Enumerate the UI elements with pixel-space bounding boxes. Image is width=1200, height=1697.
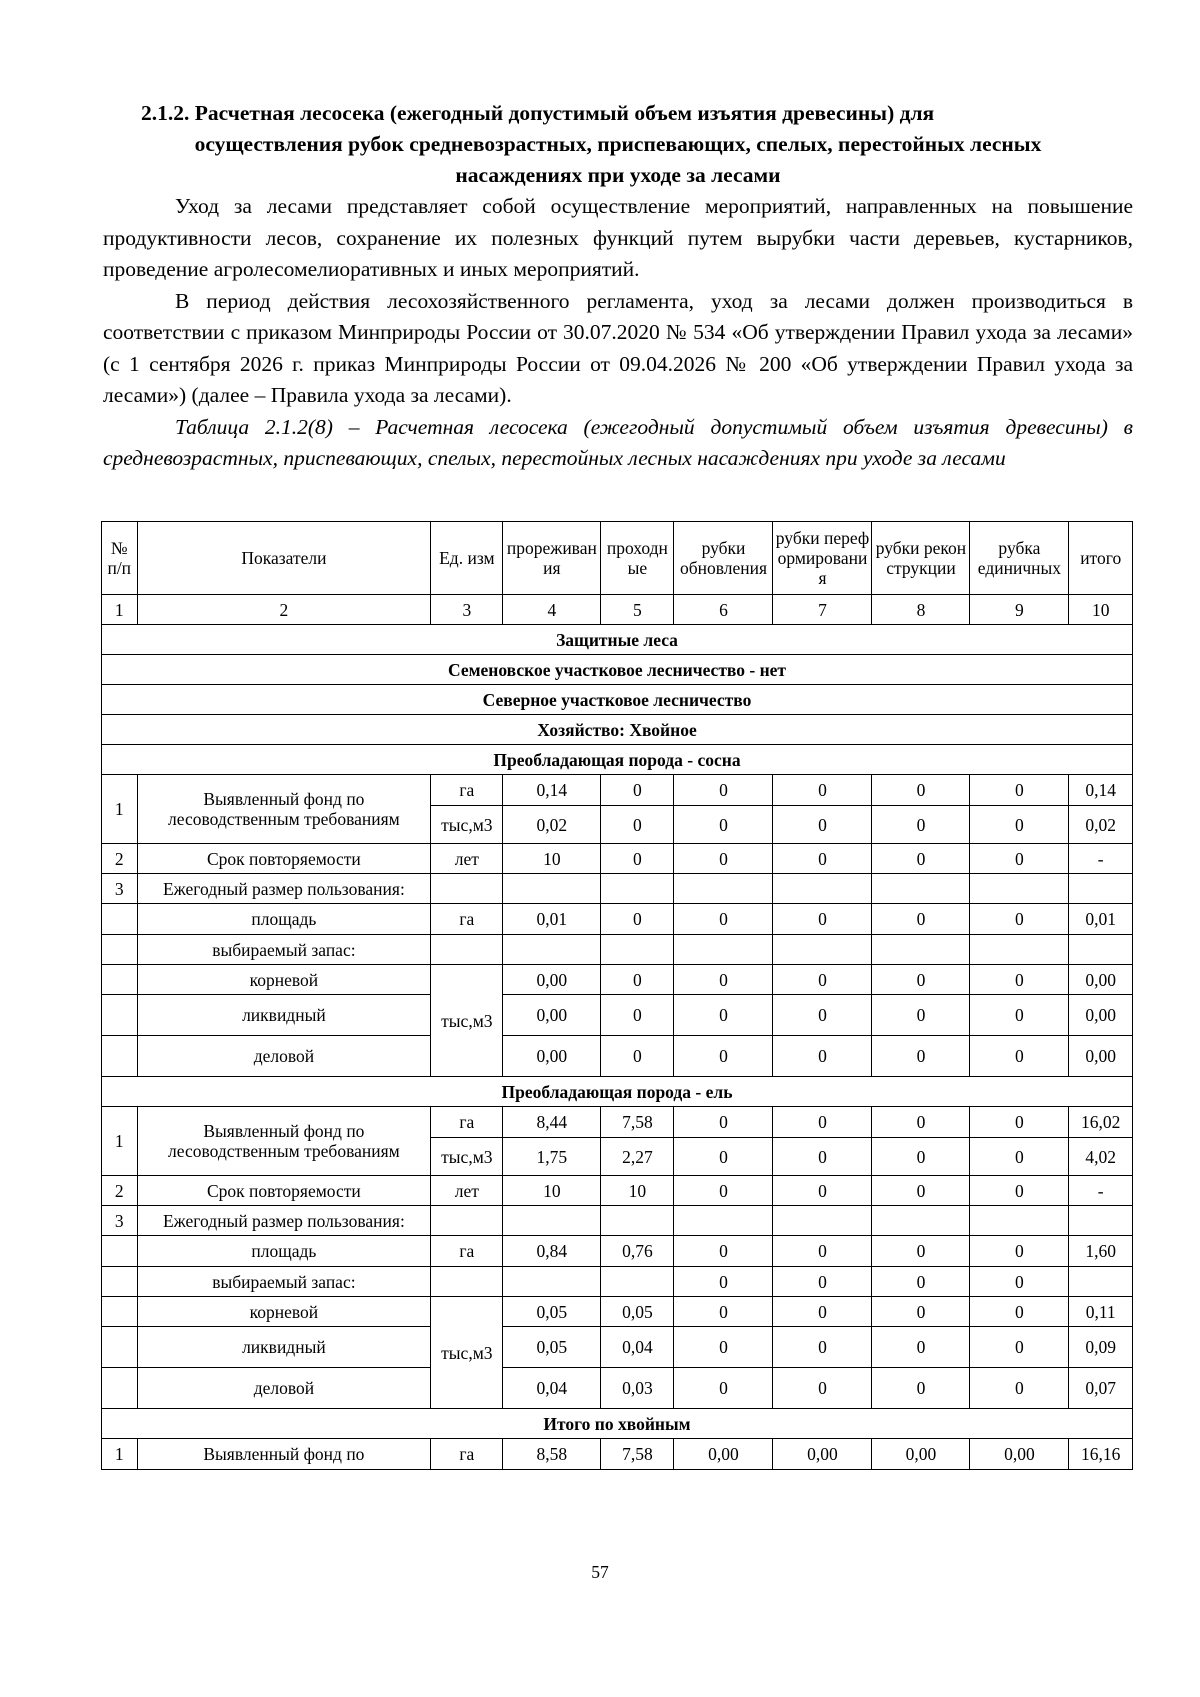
colnum: 3 [431, 595, 503, 625]
table-row [102, 874, 1133, 904]
value-cell [503, 1267, 601, 1297]
value-cell: 7,58 [601, 1107, 674, 1138]
value-cell: 0 [674, 965, 773, 995]
table-row [102, 1439, 1133, 1470]
value-cell: 0 [872, 844, 970, 874]
value-cell: 0 [601, 775, 674, 806]
value-cell: 16,16 [1069, 1439, 1133, 1470]
unit-cell: га [431, 775, 503, 806]
header-reformation: рубки переформирования [773, 522, 872, 595]
value-cell: 7,58 [601, 1439, 674, 1470]
header-total: итого [1069, 522, 1133, 595]
value-cell: 0 [773, 1107, 872, 1138]
value-cell: 0 [872, 1107, 970, 1138]
value-cell: 0 [674, 806, 773, 844]
value-cell: 0 [674, 904, 773, 935]
value-cell: 0,76 [601, 1236, 674, 1267]
value-cell: 0 [970, 1138, 1069, 1176]
label-root: корневой [137, 1297, 431, 1327]
value-cell: 0 [773, 1176, 872, 1206]
heading-line-3: насаждениях при уходе за лесами [455, 163, 781, 187]
label-fund-short: Выявленный фонд по [137, 1439, 431, 1470]
section-farm: Хозяйство: Хвойное [102, 715, 1133, 745]
value-cell: 0 [872, 1267, 970, 1297]
unit-cell: тыс,м3 [431, 806, 503, 844]
table-row [102, 1036, 1133, 1077]
value-cell: 0 [773, 844, 872, 874]
value-cell: 4,02 [1069, 1138, 1133, 1176]
value-cell: 8,58 [503, 1439, 601, 1470]
value-cell: 0 [970, 965, 1069, 995]
value-cell: 0 [970, 1176, 1069, 1206]
value-cell: 16,02 [1069, 1107, 1133, 1138]
value-cell: 0,04 [503, 1368, 601, 1409]
label-business: деловой [137, 1036, 431, 1077]
value-cell: 0 [601, 1036, 674, 1077]
value-cell: 1,60 [1069, 1236, 1133, 1267]
label-period: Срок повторяемости [137, 1176, 431, 1206]
colnum: 6 [674, 595, 773, 625]
header-renewal: рубки обновления [674, 522, 773, 595]
value-cell: 0,00 [503, 965, 601, 995]
value-cell: 10 [503, 844, 601, 874]
label-annual: Ежегодный размер пользования: [137, 1206, 431, 1236]
header-indicators: Показатели [137, 522, 431, 595]
table-row [102, 1368, 1133, 1409]
colnum: 1 [102, 595, 138, 625]
value-cell: 0,02 [1069, 806, 1133, 844]
heading-line-1: 2.1.2. Расчетная лесосека (ежегодный допустимый объем изъятия древесины) для [141, 101, 935, 125]
colnum: 4 [503, 595, 601, 625]
value-cell: 0 [872, 995, 970, 1036]
table-row [102, 1107, 1133, 1138]
label-fund: Выявленный фонд по лесоводственным требованиям [137, 1107, 431, 1176]
label-root: корневой [137, 965, 431, 995]
colnum: 8 [872, 595, 970, 625]
table-row [102, 965, 1133, 995]
label-liquid: ликвидный [137, 1327, 431, 1368]
value-cell: 0,04 [601, 1327, 674, 1368]
value-cell: 0,05 [503, 1327, 601, 1368]
table-row [102, 1236, 1133, 1267]
value-cell: 0,00 [970, 1439, 1069, 1470]
unit-cell: га [431, 1236, 503, 1267]
unit-cell: лет [431, 844, 503, 874]
value-cell: 0,00 [503, 995, 601, 1036]
value-cell: 0,00 [1069, 1036, 1133, 1077]
value-cell: 0,05 [503, 1297, 601, 1327]
row-num: 3 [102, 874, 138, 904]
value-cell: 0 [674, 1368, 773, 1409]
value-cell: 2,27 [601, 1138, 674, 1176]
value-cell: 0 [773, 806, 872, 844]
value-cell: 0 [970, 806, 1069, 844]
heading-line-2: осуществления рубок средневозрастных, приспевающих, спелых, перестойных лесных [194, 132, 1042, 156]
header-passing: проходные [601, 522, 674, 595]
table-row [102, 1267, 1133, 1297]
unit-cell: тыс,м3 [431, 1297, 503, 1409]
value-cell: 0 [872, 1176, 970, 1206]
row-num: 1 [102, 1439, 138, 1470]
value-cell: 0 [674, 775, 773, 806]
page-body [103, 98, 1133, 474]
value-cell: 0 [872, 1036, 970, 1077]
colnum: 10 [1069, 595, 1133, 625]
value-cell: 1,75 [503, 1138, 601, 1176]
value-cell: 0 [970, 775, 1069, 806]
table-row [102, 775, 1133, 806]
value-cell: 0 [872, 1236, 970, 1267]
table-row [102, 1176, 1133, 1206]
value-cell: 0,11 [1069, 1297, 1133, 1327]
paragraph-care: Уход за лесами представляет собой осуществление мероприятий, направленных на повышение продуктивности лесов, сохранение их полезных функций путем вырубки части деревьев, кустарников, проведение агролесомелиоративных и иных мероприятий. [103, 194, 1133, 281]
table-row [102, 1327, 1133, 1368]
colnum: 5 [601, 595, 674, 625]
value-cell: 0 [674, 1297, 773, 1327]
value-cell: 0 [674, 1176, 773, 1206]
label-annual: Ежегодный размер пользования: [137, 874, 431, 904]
value-cell: 0 [970, 904, 1069, 935]
value-cell: 0 [970, 1107, 1069, 1138]
row-num: 1 [102, 1107, 138, 1176]
unit-cell: га [431, 1439, 503, 1470]
value-cell: 0 [601, 904, 674, 935]
value-cell: 0,02 [503, 806, 601, 844]
section-total-conifer: Итого по хвойным [102, 1409, 1133, 1439]
section-protective: Защитные леса [102, 625, 1133, 655]
section-row [102, 1077, 1133, 1107]
section-row [102, 655, 1133, 685]
value-cell: 0,03 [601, 1368, 674, 1409]
value-cell: 0 [601, 995, 674, 1036]
value-cell: 0 [872, 806, 970, 844]
section-row [102, 625, 1133, 655]
row-num: 2 [102, 1176, 138, 1206]
value-cell: 0 [970, 844, 1069, 874]
colnum: 7 [773, 595, 872, 625]
header-num: № п/п [102, 522, 138, 595]
value-cell: 0 [773, 965, 872, 995]
value-cell: 0,14 [1069, 775, 1133, 806]
value-cell: 0 [970, 995, 1069, 1036]
value-cell: 0,14 [503, 775, 601, 806]
label-stock: выбираемый запас: [137, 935, 431, 965]
value-cell: 0,84 [503, 1236, 601, 1267]
section-row [102, 745, 1133, 775]
section-row [102, 1409, 1133, 1439]
value-cell: 0 [674, 1267, 773, 1297]
value-cell [1069, 1267, 1133, 1297]
value-cell: 0 [773, 1327, 872, 1368]
value-cell: 0 [674, 1036, 773, 1077]
value-cell: 0 [773, 904, 872, 935]
value-cell: 0 [970, 1236, 1069, 1267]
value-cell: 8,44 [503, 1107, 601, 1138]
value-cell: 0 [601, 806, 674, 844]
value-cell: 10 [503, 1176, 601, 1206]
value-cell: - [1069, 844, 1133, 874]
label-area: площадь [137, 1236, 431, 1267]
table-row [102, 995, 1133, 1036]
colnum: 9 [970, 595, 1069, 625]
value-cell: 0 [970, 1036, 1069, 1077]
table-row [102, 1297, 1133, 1327]
value-cell: 0 [872, 904, 970, 935]
value-cell: 0 [872, 1297, 970, 1327]
colnum: 2 [137, 595, 431, 625]
value-cell: 0 [674, 1327, 773, 1368]
value-cell: 0 [970, 1267, 1069, 1297]
value-cell: 0 [872, 1327, 970, 1368]
value-cell: 0,00 [872, 1439, 970, 1470]
value-cell: 0 [773, 1036, 872, 1077]
value-cell: 0,00 [773, 1439, 872, 1470]
section-row [102, 715, 1133, 745]
row-num: 2 [102, 844, 138, 874]
value-cell: 0 [674, 1138, 773, 1176]
header-single: рубка единичных [970, 522, 1069, 595]
section-heading [103, 98, 1133, 191]
allowable-cut-table [101, 521, 1133, 1470]
value-cell: 0,00 [1069, 965, 1133, 995]
value-cell: 0 [773, 1267, 872, 1297]
section-row [102, 685, 1133, 715]
label-business: деловой [137, 1368, 431, 1409]
value-cell: 0 [773, 1368, 872, 1409]
value-cell: 0 [773, 1297, 872, 1327]
label-area: площадь [137, 904, 431, 935]
paragraph-regulation: В период действия лесохозяйственного регламента, уход за лесами должен производиться в соответствии с приказом Минприроды России от 30.07.2020 № 534 «Об утверждении Правил ухода за лесами» (с 1 сентября 2026 г. приказ Минприроды России от 09.04.2026 № 200 «Об утверждении Правил ухода за лесами») (далее – Правила ухода за лесами). [103, 288, 1133, 407]
value-cell: 0 [872, 965, 970, 995]
header-unit: Ед. изм [431, 522, 503, 595]
value-cell: 0 [601, 844, 674, 874]
table-row [102, 844, 1133, 874]
value-cell: 10 [601, 1176, 674, 1206]
value-cell: 0 [601, 965, 674, 995]
value-cell: 0,00 [1069, 995, 1133, 1036]
table-row [102, 1206, 1133, 1236]
value-cell: 0 [674, 1107, 773, 1138]
value-cell: 0 [674, 1236, 773, 1267]
header-reconstruction: рубки реконструкции [872, 522, 970, 595]
value-cell: 0,07 [1069, 1368, 1133, 1409]
value-cell: 0 [773, 1236, 872, 1267]
value-cell: 0 [970, 1368, 1069, 1409]
header-thinning: прореживания [503, 522, 601, 595]
section-semenovskoe: Семеновское участковое лесничество - нет [102, 655, 1133, 685]
value-cell: 0 [773, 995, 872, 1036]
table-row [102, 904, 1133, 935]
label-fund: Выявленный фонд по лесоводственным требованиям [137, 775, 431, 844]
value-cell: 0 [872, 1368, 970, 1409]
table-header-row [102, 522, 1133, 595]
unit-cell: га [431, 904, 503, 935]
value-cell: 0 [674, 995, 773, 1036]
value-cell: 0 [872, 775, 970, 806]
value-cell: 0,01 [503, 904, 601, 935]
value-cell: 0 [970, 1327, 1069, 1368]
table-caption: Таблица 2.1.2(8) – Расчетная лесосека (ежегодный допустимый объем изъятия древесины) в средневозрастных, приспевающих, спелых, перестойных лесных насаждениях при уходе за лесами [103, 414, 1133, 470]
value-cell: 0,00 [503, 1036, 601, 1077]
value-cell: 0,01 [1069, 904, 1133, 935]
value-cell: 0,09 [1069, 1327, 1133, 1368]
value-cell: 0 [970, 1297, 1069, 1327]
value-cell: 0 [773, 1138, 872, 1176]
value-cell: 0 [674, 844, 773, 874]
section-spruce: Преобладающая порода - ель [102, 1077, 1133, 1107]
table-header-numbers [102, 595, 1133, 625]
unit-cell: га [431, 1107, 503, 1138]
section-pine: Преобладающая порода - сосна [102, 745, 1133, 775]
value-cell [601, 1267, 674, 1297]
section-severnoe: Северное участковое лесничество [102, 685, 1133, 715]
value-cell: 0 [773, 775, 872, 806]
unit-cell: лет [431, 1176, 503, 1206]
unit-cell: тыс,м3 [431, 1138, 503, 1176]
row-num: 3 [102, 1206, 138, 1236]
value-cell: 0 [872, 1138, 970, 1176]
label-period: Срок повторяемости [137, 844, 431, 874]
page-number: 57 [591, 1562, 609, 1582]
label-liquid: ликвидный [137, 995, 431, 1036]
row-num: 1 [102, 775, 138, 844]
value-cell: 0,05 [601, 1297, 674, 1327]
label-stock: выбираемый запас: [137, 1267, 431, 1297]
value-cell: - [1069, 1176, 1133, 1206]
table-row [102, 935, 1133, 965]
value-cell: 0,00 [674, 1439, 773, 1470]
unit-cell: тыс,м3 [431, 965, 503, 1077]
